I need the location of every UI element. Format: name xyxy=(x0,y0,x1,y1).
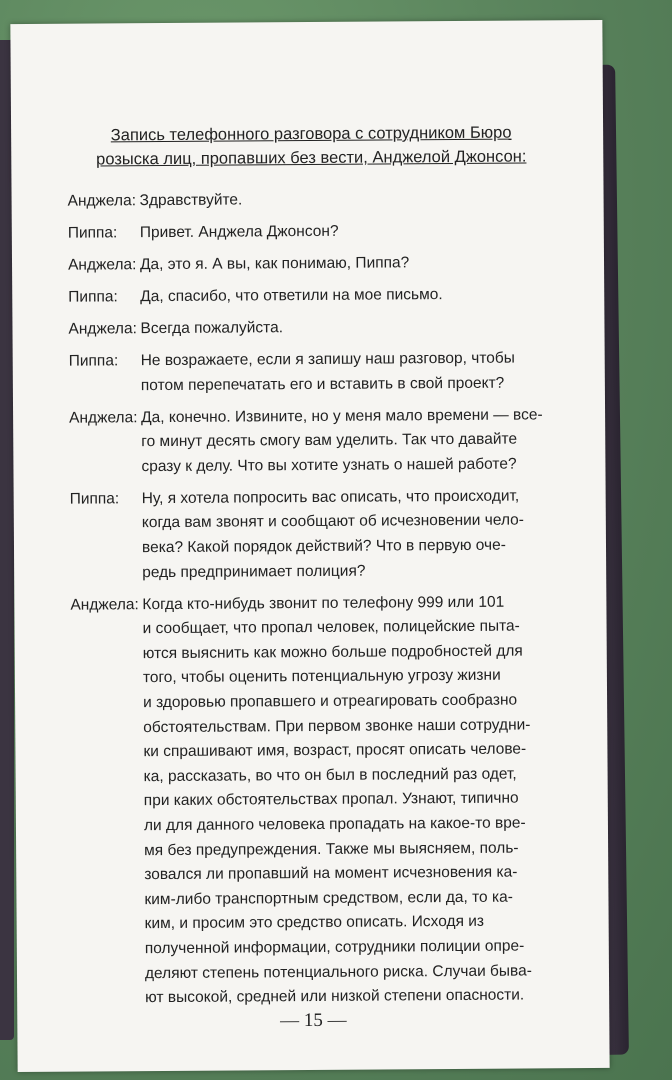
heading-line-1: Запись телефонного разговора с сотрудником Бюро xyxy=(110,123,512,145)
dialogue-line: Привет. Анджела Джонсон? xyxy=(139,222,339,242)
dialogue-line: Здравствуйте. xyxy=(139,191,243,210)
dialogue-line: ким, и просим это средство описать. Исходя из xyxy=(144,913,485,933)
dialogue-line: Да, конечно. Извините, но у меня мало времени — все- xyxy=(141,405,543,426)
dialogue-line: Да, спасибо, что ответили на мое письмо. xyxy=(140,286,443,306)
dialogue-line: при каких обстоятельствах пропал. Узнают, типично xyxy=(143,789,519,810)
dialogue-line: потом перепечатать его и вставить в свой проект? xyxy=(140,374,505,394)
dialogue-line: сразу к делу. Что вы хотите узнать о нашей работе? xyxy=(141,455,517,475)
dialogue-line: и сообщает, что пропал человек, полицейские пыта- xyxy=(142,617,520,638)
dialogue-line: Ну, я хотела попросить вас описать, что происходит, xyxy=(141,487,520,507)
page-number: — 15 — xyxy=(279,1009,347,1032)
dialogue-line: полученной информации, сотрудники полиции опре- xyxy=(144,937,525,958)
speaker-label: Пиппа: xyxy=(69,490,120,508)
dialogue-line: Не возражаете, если я запишу наш разговор, чтобы xyxy=(140,349,515,370)
dialogue-line: ким-либо транспортным средством, если да, то ка- xyxy=(144,888,513,908)
dialogue-line: того, чтобы оценить потенциальную угрозу жизни xyxy=(142,667,501,687)
dialogue-line: ки спрашивают имя, возраст, просят описать челове- xyxy=(143,740,527,761)
speaker-label: Анджела: xyxy=(68,320,137,338)
speaker-label: Пиппа: xyxy=(68,288,118,306)
dialogue-line: го минут десять смогу вам уделить. Так что давайте xyxy=(141,430,518,451)
dialogue-line: Когда кто-нибудь звонит по телефону 999 или 101 xyxy=(142,593,505,613)
speaker-label: Пиппа: xyxy=(68,352,119,370)
dialogue-line: ка, рассказать, во что он был в последний раз одет, xyxy=(143,765,517,785)
dialogue-line: ются выяснить как можно больше подробностей для xyxy=(142,642,523,662)
dialogue-line: Всегда пожалуйста. xyxy=(140,319,284,338)
heading-line-2: розыска лиц, пропавших без вести, Анджелой Джонсон: xyxy=(96,147,527,169)
dialogue-line: когда вам звонят и сообщают об исчезновении чело- xyxy=(141,511,524,532)
book-page xyxy=(10,20,609,1072)
dialogue-line: ли для данного человека пропадать на какое-то вре- xyxy=(143,814,526,835)
dialogue-line: деляют степень потенциального риска. Случаи быва- xyxy=(144,962,532,982)
speaker-label: Анджела: xyxy=(67,256,137,274)
dialogue-line: ют высокой, средней или низкой степени опасности. xyxy=(145,986,525,1007)
speaker-label: Анджела: xyxy=(69,408,138,427)
dialogue-line: века? Какой порядок действий? Что в первую оче- xyxy=(141,536,506,557)
speaker-label: Пиппа: xyxy=(67,224,118,242)
transcript-heading xyxy=(71,120,551,171)
dialogue-line: обстоятельствам. При первом звонке наши сотрудни- xyxy=(143,716,531,736)
speaker-label: Анджела: xyxy=(70,595,139,614)
dialogue-line: и здоровью пропавшего и отреагировать сообразно xyxy=(143,691,518,712)
dialogue-line: мя без предупреждения. Также мы выясняем, поль- xyxy=(144,839,519,859)
dialogue-line: редь предпринимает полиция? xyxy=(142,562,366,581)
speaker-label: Анджела: xyxy=(67,192,137,210)
dialogue-line: зовался ли пропавший на момент исчезновения ка- xyxy=(144,863,518,884)
dialogue-line: Да, это я. А вы, как понимаю, Пиппа? xyxy=(139,254,410,274)
